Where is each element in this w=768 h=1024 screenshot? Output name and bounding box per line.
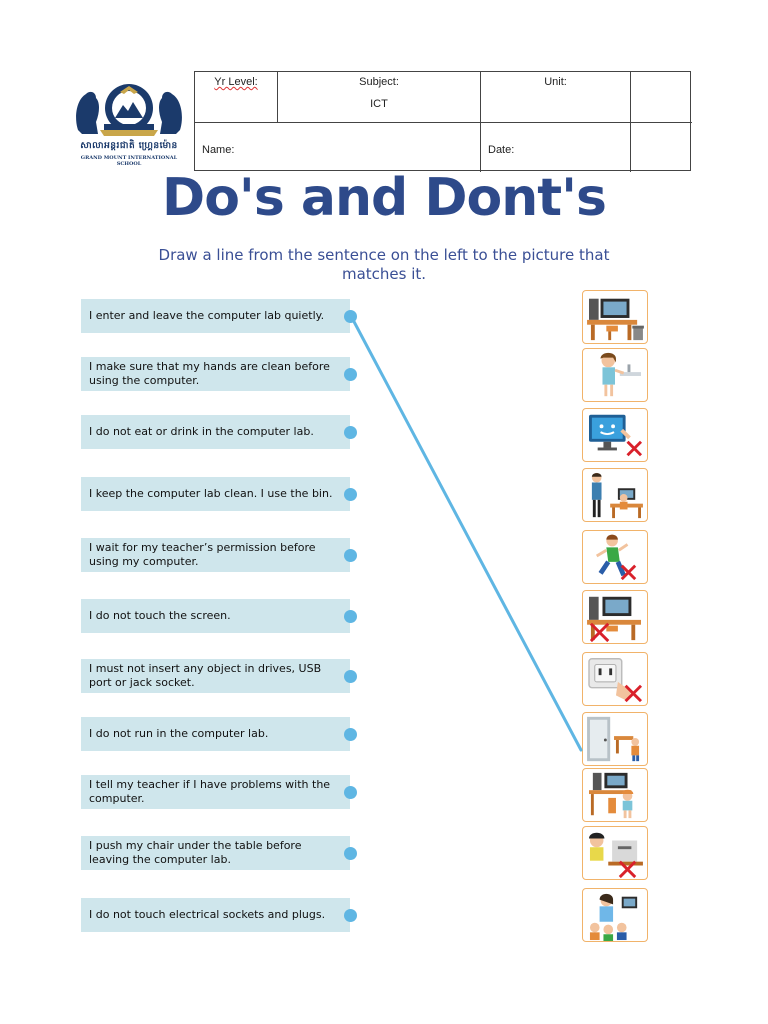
sentence-4: I keep the computer lab clean. I use the bin. — [81, 477, 350, 511]
connector-dot-2[interactable] — [344, 368, 357, 381]
picture-leaving-lab[interactable] — [582, 712, 648, 766]
connector-dot-6[interactable] — [344, 610, 357, 623]
sentence-1: I enter and leave the computer lab quietly. — [81, 299, 350, 333]
connector-dot-7[interactable] — [344, 670, 357, 683]
yr-level-cell[interactable] — [195, 72, 278, 123]
school-name-khmer: សាលាអន្តរជាតិ ហ្គ្រេនម៉ោន — [80, 141, 178, 151]
name-cell[interactable] — [195, 123, 481, 172]
picture-girl-washing-hands[interactable] — [582, 348, 648, 402]
school-name — [70, 140, 188, 167]
sentence-2: I make sure that my hands are clean before using the computer. — [81, 357, 350, 391]
picture-no-running[interactable] — [582, 530, 648, 584]
sentence-6: I do not touch the screen. — [81, 599, 350, 633]
picture-teacher-with-students[interactable] — [582, 888, 648, 942]
unit-cell[interactable] — [481, 72, 631, 123]
connector-dot-5[interactable] — [344, 549, 357, 562]
picture-no-eating-crossed[interactable] — [582, 590, 648, 644]
yr-level-label: Yr Level: — [214, 76, 258, 88]
connector-dot-4[interactable] — [344, 488, 357, 501]
connector-dot-3[interactable] — [344, 426, 357, 439]
instruction-text: Draw a line from the sentence on the left to the picture that matches it. — [158, 246, 610, 283]
sentence-5: I wait for my teacher’s permission before using my computer. — [81, 538, 350, 572]
subject-label: Subject: — [359, 76, 399, 88]
connector-dot-10[interactable] — [344, 847, 357, 860]
picture-teacher-and-student[interactable] — [582, 468, 648, 522]
unit-label: Unit: — [544, 76, 567, 88]
connector-dot-8[interactable] — [344, 728, 357, 741]
blank-cell-bottom — [631, 123, 692, 172]
picture-object-in-drive-crossed[interactable] — [582, 826, 648, 880]
page-title: Do's and Dont's — [162, 168, 606, 228]
name-label: Name: — [202, 143, 235, 156]
date-label: Date: — [488, 143, 515, 156]
picture-desk-computer-bin[interactable] — [582, 290, 648, 344]
connector-dot-1[interactable] — [344, 310, 357, 323]
sentence-11: I do not touch electrical sockets and plugs. — [81, 898, 350, 932]
subject-cell[interactable] — [278, 72, 481, 123]
connector-dot-11[interactable] — [344, 909, 357, 922]
connector-dot-9[interactable] — [344, 786, 357, 799]
date-cell[interactable] — [481, 123, 631, 172]
picture-student-asking-teacher[interactable] — [582, 768, 648, 822]
sentence-7: I must not insert any object in drives, USB port or jack socket. — [81, 659, 350, 693]
school-name-english: GRAND MOUNT INTERNATIONAL SCHOOL — [80, 155, 178, 167]
picture-socket-crossed[interactable] — [582, 652, 648, 706]
sentence-3: I do not eat or drink in the computer lab. — [81, 415, 350, 449]
subject-value: ICT — [370, 98, 388, 110]
sentence-9: I tell my teacher if I have problems with the computer. — [81, 775, 350, 809]
sentence-8: I do not run in the computer lab. — [81, 717, 350, 751]
header-table — [194, 71, 691, 171]
sentence-10: I push my chair under the table before leaving the computer lab. — [81, 836, 350, 870]
picture-do-not-touch-screen[interactable] — [582, 408, 648, 462]
blank-cell-top — [631, 72, 692, 123]
